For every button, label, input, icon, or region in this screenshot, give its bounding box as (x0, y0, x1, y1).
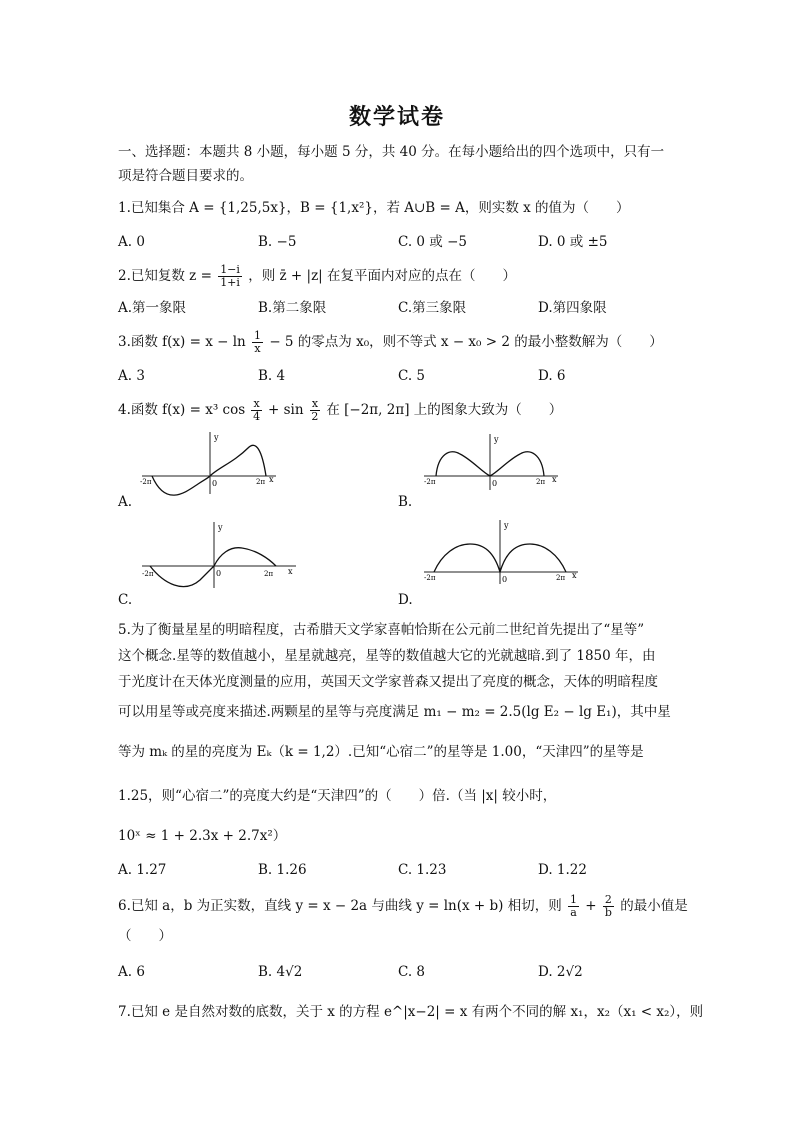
q4-frac1-num: x (253, 397, 260, 410)
x-label: x (288, 567, 293, 576)
q6-frac1-den: a (570, 906, 577, 919)
y-label: y (504, 521, 509, 530)
q5-line7: 10ˣ ≈ 1 + 2.3x + 2.7x²） (118, 828, 287, 844)
q6-frac2-num: 2 (604, 893, 612, 906)
q5-line2: 这个概念.星等的数值越小，星星就越亮，星等的数值越大它的光就越暗.到了 1850 年，由 (118, 648, 656, 664)
section-instruction-line1: 一、选择题：本题共 8 小题，每小题 5 分，共 40 分。在每小题给出的四个选项中，只有一 (118, 144, 665, 160)
q4-graph-a (138, 428, 278, 496)
q5-option-b: B. 1.26 (258, 862, 307, 878)
q2-option-a: A.第一象限 (118, 300, 187, 316)
q6-option-a: A. 6 (118, 964, 145, 980)
x-label: x (552, 475, 557, 484)
left-tick-label: -2π (424, 574, 436, 582)
q5-option-a: A. 1.27 (118, 862, 167, 878)
q3-stem (118, 330, 684, 355)
q5-line5: 等为 mₖ 的星的亮度为 Eₖ（k = 1,2）.已知“心宿二”的星等是 1.00，“天津四”的星等是 (118, 744, 644, 760)
q4-fraction-1 (251, 398, 261, 423)
q7-stem: 7.已知 e 是自然对数的底数，关于 x 的方程 e^|x−2| = x 有两个不同的解 x₁，x₂（x₁ < x₂），则 (118, 1004, 704, 1020)
right-tick-label: 2π (264, 570, 274, 578)
q4-graph-b (420, 432, 560, 492)
q6-frac1-num: 1 (570, 893, 577, 906)
q4-option-d-label: D. (398, 592, 413, 608)
q6-fraction-1 (568, 894, 579, 919)
y-label: y (214, 433, 219, 442)
q6-stem (118, 893, 688, 919)
q5-line6: 1.25，则“心宿二”的亮度大约是“天津四”的（ ）倍.（当 |x| 较小时， (118, 788, 557, 804)
q2-frac-den: 1+i (220, 276, 240, 289)
q6-stem-pre: 6.已知 a，b 为正实数，直线 y = x − 2a 与曲线 y = ln(x + b) 相切，则 (118, 898, 562, 914)
q3-option-d: D. 6 (538, 368, 566, 384)
q3-frac-num: 1 (254, 329, 262, 342)
q2-frac-num: 1−i (220, 263, 240, 276)
q4-frac2-den: 2 (311, 410, 319, 423)
q6-stem-post: 的最小值是 (620, 898, 688, 914)
q5-line3: 于光度计在天体光度测量的应用，英国天文学家普森又提出了亮度的概念，天体的明暗程度 (118, 674, 658, 690)
q1-option-b: B. −5 (258, 234, 297, 250)
right-tick-label: 2π (556, 574, 566, 582)
q4-option-c-label: C. (118, 592, 133, 608)
q5-line1: 5.为了衡量星星的明暗程度，古希腊天文学家喜帕恰斯在公元前二世纪首先提出了“星等” (118, 622, 645, 638)
q3-frac-den: x (254, 342, 261, 355)
q4-option-a-label: A. (118, 494, 133, 510)
q2-option-c: C.第三象限 (398, 300, 467, 316)
q1-option-c: C. 0 或 −5 (398, 234, 468, 250)
q5-line4: 可以用星等或亮度来描述.两颗星的星等与亮度满足 m₁ − m₂ = 2.5(lg E₂ − lg E₁)，其中星 (118, 704, 671, 720)
q4-graph-d (420, 518, 580, 586)
q3-option-c: C. 5 (398, 368, 426, 384)
origin-label: 0 (216, 569, 222, 578)
q4-stem-post: 在 [−2π, 2π] 上的图象大致为（ ） (326, 402, 563, 418)
q3-option-a: A. 3 (118, 368, 145, 384)
q4-stem-pre: 4.函数 f(x) = x³ cos (118, 402, 246, 418)
q4-option-b-label: B. (398, 494, 413, 510)
q3-stem-pre: 3.函数 f(x) = x − ln (118, 334, 246, 350)
y-label: y (494, 435, 499, 444)
right-tick-label: 2π (536, 478, 546, 486)
q6-option-b: B. 4√2 (258, 964, 303, 980)
q1-option-d: D. 0 或 ±5 (538, 234, 608, 250)
origin-label: 0 (212, 479, 218, 488)
q2-stem-post: ，则 z̄ + |z| 在复平面内对应的点在（ ） (248, 268, 517, 284)
q2-stem (118, 264, 684, 289)
q1-stem: 1.已知集合 A = {1,25,5x}，B = {1,x²}，若 A∪B = A，则实数 x 的值为（ ） (118, 200, 630, 216)
q6-line2: （ ） (118, 928, 172, 944)
right-tick-label: 2π (256, 478, 266, 486)
q6-frac2-den: b (604, 906, 612, 919)
left-tick-label: -2π (140, 478, 152, 486)
left-tick-label: -2π (142, 570, 154, 578)
q3-stem-post: − 5 的零点为 x₀，则不等式 x − x₀ > 2 的最小整数解为（ ） (269, 334, 663, 350)
q2-fraction (218, 264, 242, 289)
q3-fraction (252, 330, 263, 355)
page-title: 数学试卷 (348, 104, 445, 130)
origin-label: 0 (492, 479, 498, 488)
q4-stem (118, 398, 684, 423)
x-label: x (269, 475, 274, 484)
q4-frac2-num: x (311, 397, 319, 410)
q6-plus: + (585, 898, 597, 914)
x-label: x (572, 571, 577, 580)
q2-option-b: B.第二象限 (258, 300, 327, 316)
q4-frac1-den: 4 (253, 410, 261, 423)
q4-stem-mid: + sin (267, 402, 304, 418)
q6-option-c: C. 8 (398, 964, 426, 980)
q1-option-a: A. 0 (118, 234, 145, 250)
curve (150, 548, 276, 587)
left-tick-label: -2π (424, 478, 436, 486)
q3-option-b: B. 4 (258, 368, 286, 384)
q6-option-d: D. 2√2 (538, 964, 583, 980)
y-label: y (218, 523, 223, 532)
q2-option-d: D.第四象限 (538, 300, 607, 316)
q5-option-d: D. 1.22 (538, 862, 587, 878)
q6-fraction-2 (603, 894, 614, 919)
q5-option-c: C. 1.23 (398, 862, 447, 878)
q4-fraction-2 (310, 398, 320, 423)
q4-graph-c (138, 518, 298, 590)
curve (152, 445, 266, 495)
section-instruction-line2: 项是符合题目要求的。 (118, 168, 253, 184)
origin-label: 0 (502, 575, 508, 584)
q2-stem-pre: 2.已知复数 z = (118, 268, 212, 284)
